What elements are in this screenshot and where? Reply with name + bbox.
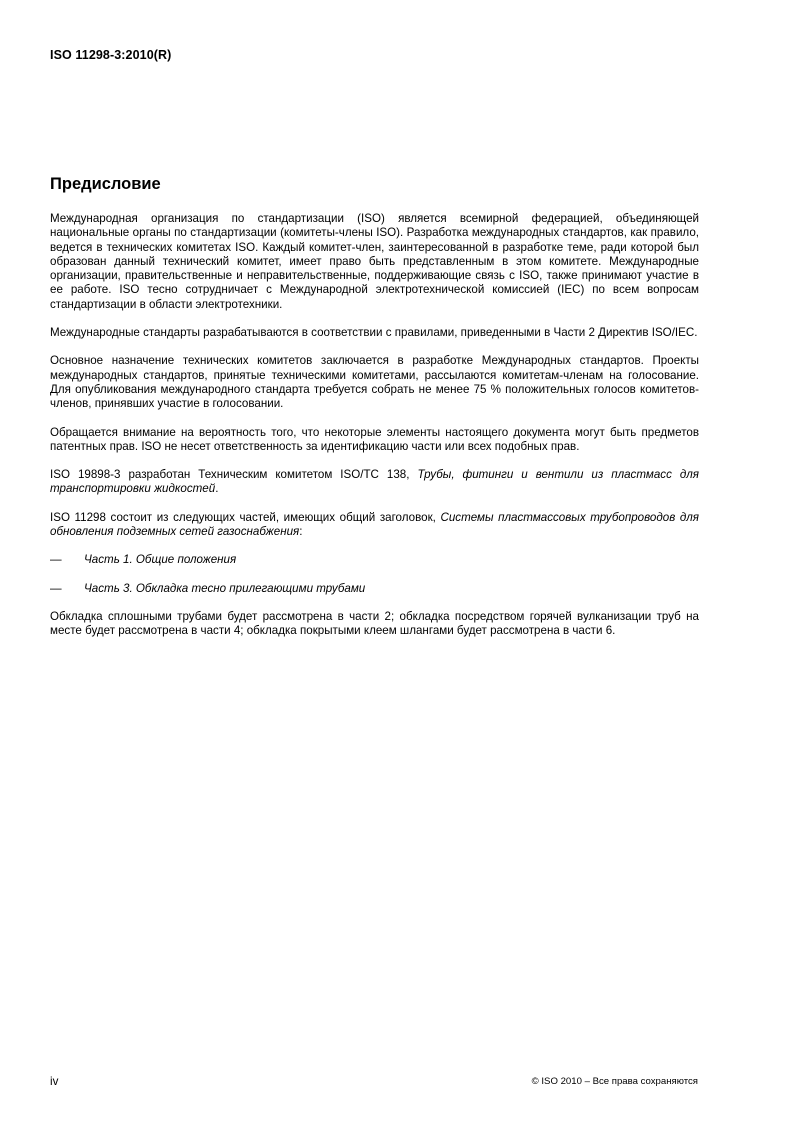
paragraph-series-parts-end: : [299,525,303,539]
document-id-header: ISO 11298-3:2010(R) [50,48,172,62]
page-title: Предисловие [50,175,161,193]
list-dash: — [50,581,62,595]
paragraph-prepared-by-lead: ISO 19898-3 разработан Техническим комитетом ISO/TC 138, [50,468,410,482]
paragraph-prepared-by-end: . [215,482,219,496]
foreword-body [50,212,699,653]
list-item-part-3-text: Часть 3. Обкладка тесно прилегающими трубами [84,581,366,595]
list-item-part-1-text: Часть 1. Общие положения [84,553,237,567]
series-general-title: Системы пластмассовых трубопроводов для обновления подземных сетей газоснабжения [50,510,699,539]
copyright-notice: © ISO 2010 – Все права сохраняются [531,1076,698,1087]
paragraph-series-parts [50,511,699,540]
list-dash: — [50,553,62,567]
paragraph-directives: Международные стандарты разрабатываются в соответствии с правилами, приведенными в Части 2 Директив ISO/IEC. [50,326,698,340]
paragraph-series-parts-lead: ISO 11298 состоит из следующих частей, имеющих общий заголовок, [50,510,436,524]
page-number: iv [50,1075,59,1088]
paragraph-iso-organization: Международная организация по стандартизации (ISO) является всемирной федерацией, объединяющей национальные органы по стандартизации (комитеты-члены ISO). Разработка международных стандартов, как правило, ведется в технических комитетах ISO. Каждый комитет-член, заинтересованной в разработке теме, ради которой был образован данный технический комитет, имеет право быть представленным в этом комитете. Международные организации, правительственные и неправительственные, поддерживающие связь с ISO, также принимают участие в ее работе. ISO тесно сотрудничает с Международной электротехнической комиссией (IEC) по всем вопросам стандартизации в области электротехники. [50,212,699,311]
committee-scope-title: Трубы, фитинги и вентили из пластмасс для транспортировки жидкостей [50,468,699,496]
list-item-part-1 [50,553,699,567]
list-item-part-3 [50,582,699,596]
paragraph-technical-committees: Основное назначение технических комитетов заключается в разработке Международных стандартов. Проекты международных стандартов, принятые техническими комитетами, рассылаются комитетам-членам на голосование. Для опубликования международного стандарта требуется собрать не менее 75 % положительных голосов комитетов-членов, принявших участие в голосовании. [50,354,699,411]
paragraph-prepared-by [50,468,699,497]
paragraph-other-parts: Обкладка сплошными трубами будет рассмотрена в части 2; обкладка посредством горячей вулканизации труб на месте будет рассмотрена в части 4; обкладка покрытыми клеем шлангами будет рассмотрена в части 6. [50,609,699,638]
paragraph-patent-rights: Обращается внимание на вероятность того, что некоторые элементы настоящего документа могут быть предметов патентных прав. ISO не несет ответственность за идентификацию части или всех подобных прав. [50,425,699,453]
